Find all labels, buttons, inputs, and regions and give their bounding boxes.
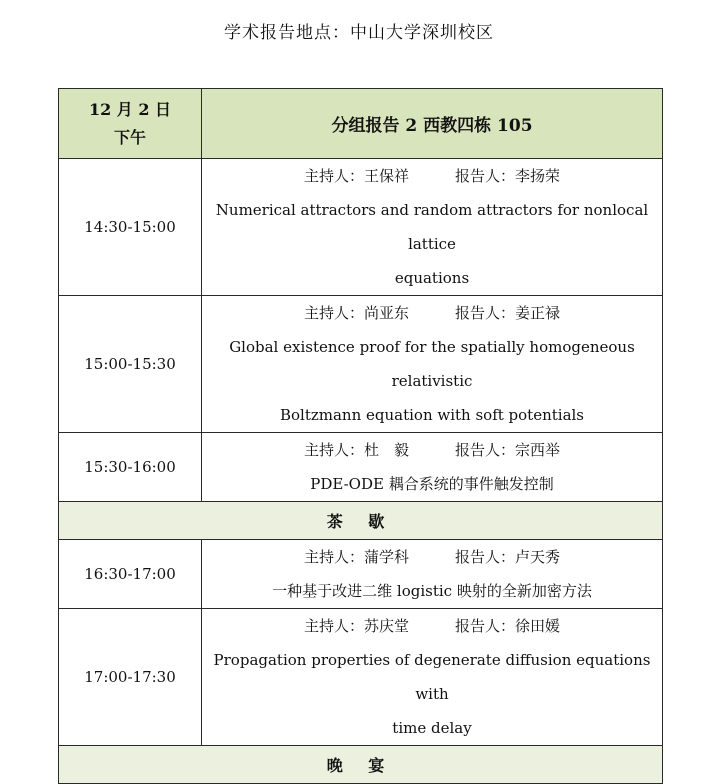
talk-title-line: Propagation properties of degenerate diffusion equations with: [213, 651, 651, 703]
talk-cell: [202, 540, 663, 609]
table-row: [59, 159, 663, 296]
talk-title-line: PDE-ODE 耦合系统的事件触发控制: [310, 475, 554, 493]
table-row: [59, 296, 663, 433]
talk-title-line: equations: [394, 269, 470, 287]
break-row: [59, 746, 663, 784]
chair: 主持人：王保祥: [303, 167, 409, 185]
tea-break: 茶 歇: [59, 502, 663, 540]
talk-cell: [202, 296, 663, 433]
table-row: [59, 609, 663, 746]
location-heading: 学术报告地点：中山大学深圳校区: [224, 23, 494, 43]
talk-title-line: time delay: [392, 719, 472, 737]
chair: 主持人：蒲学科: [303, 548, 409, 566]
header-date: 12 月 2 日: [88, 99, 172, 119]
host-line: [202, 433, 662, 467]
chair: 主持人：杜 毅: [303, 441, 409, 459]
time-cell: 15:00-15:30: [59, 296, 202, 433]
header-row: [59, 89, 663, 159]
break-row: [59, 502, 663, 540]
header-session: 分组报告 2 西教四栋 105: [202, 89, 663, 159]
table-row: [59, 433, 663, 502]
chair: 主持人：苏庆堂: [303, 617, 409, 635]
time-cell: 17:00-17:30: [59, 609, 202, 746]
header-period: 下午: [113, 127, 146, 147]
speaker: 报告人：李扬荣: [455, 167, 561, 185]
talk-title-line: Global existence proof for the spatially homogeneous relativistic: [229, 338, 635, 390]
talk-title-line: 一种基于改进二维 logistic 映射的全新加密方法: [272, 582, 592, 600]
time-cell: 14:30-15:00: [59, 159, 202, 296]
talk-title-line: Boltzmann equation with soft potentials: [279, 406, 585, 424]
speaker: 报告人：姜正禄: [455, 304, 561, 322]
host-line: [202, 540, 662, 574]
time-cell: 15:30-16:00: [59, 433, 202, 502]
table-row: [59, 540, 663, 609]
host-line: [202, 296, 662, 330]
speaker: 报告人：徐田媛: [455, 617, 561, 635]
header-date-cell: [59, 89, 202, 159]
chair: 主持人：尚亚东: [303, 304, 409, 322]
host-line: [202, 609, 662, 643]
speaker: 报告人：宗西举: [455, 441, 561, 459]
time-cell: 16:30-17:00: [59, 540, 202, 609]
talk-cell: [202, 433, 663, 502]
talk-title-line: Numerical attractors and random attractors for nonlocal lattice: [215, 201, 649, 253]
host-line: [202, 159, 662, 193]
speaker: 报告人：卢天秀: [455, 548, 561, 566]
schedule-table: [58, 88, 663, 784]
talk-cell: [202, 609, 663, 746]
talk-cell: [202, 159, 663, 296]
dinner-break: 晚 宴: [59, 746, 663, 784]
